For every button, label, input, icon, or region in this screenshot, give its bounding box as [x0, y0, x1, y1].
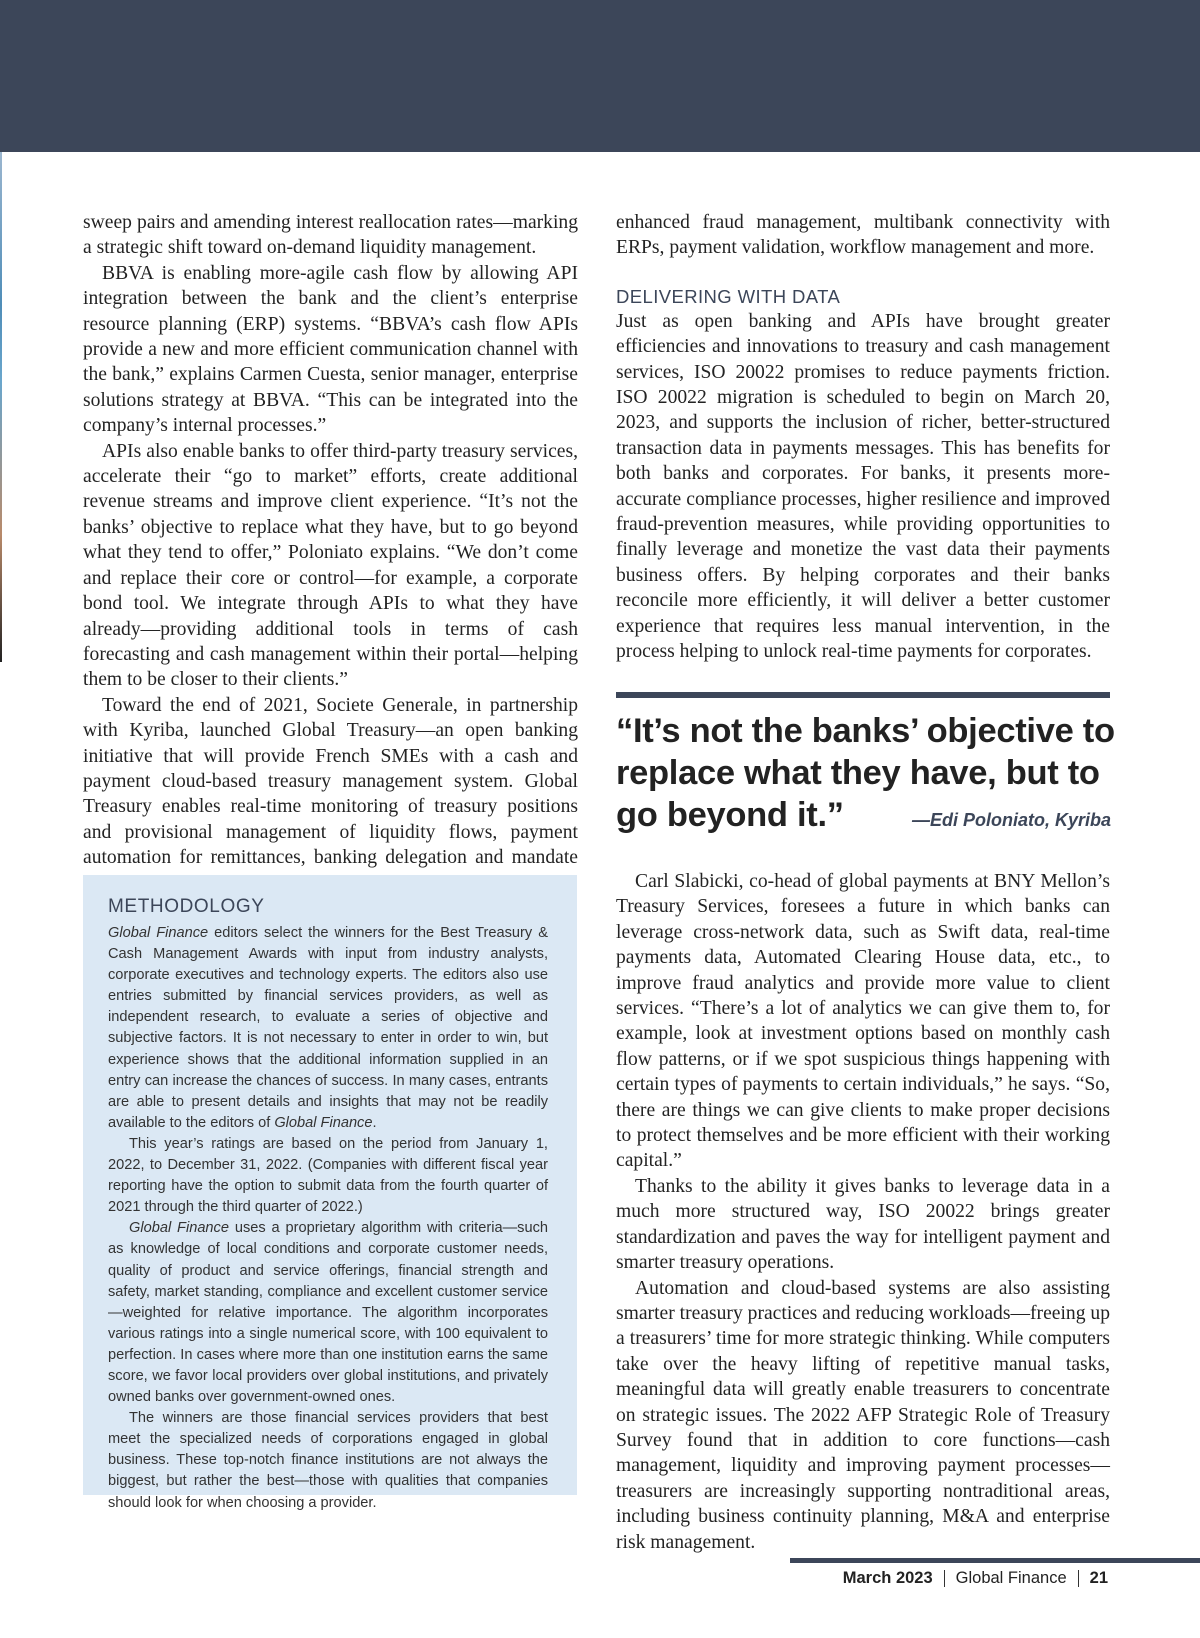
- publication-name: Global Finance: [274, 1114, 373, 1131]
- article-paragraph: Just as open banking and APIs have brought greater efficiencies and innovations to treasury and cash management services, ISO 20022 promises to reduce payments friction. ISO 20022 migration is scheduled to begin on March 20, 2023, and supports the inclusion of richer, better-structured transaction data in payments messages. This has benefits for both banks and corporates. For banks, it presents more-accurate compliance processes, higher resilience and improved fraud-prevention measures, while providing opportunities to finally leverage and monetize the vast data their payments business offers. By helping corporates and their banks reconcile more efficiently, it will deliver a better customer experience that requires less manual intervention, in the process helping to unlock real-time payments for corporates.: [616, 310, 1110, 663]
- footer-rule: [790, 1558, 1200, 1563]
- article-paragraph: sweep pairs and amending interest reallocation rates—marking a strategic shift toward on-demand liquidity management.: [83, 212, 578, 259]
- footer-separator: [1078, 1570, 1079, 1587]
- article-paragraph: Toward the end of 2021, Societe Generale, in partnership with Kyriba, launched Global Treasury—an open banking initiative that will provide French SMEs with a cash and payment cloud-based treasury management system. Global Treasury enables real-time monitoring of treasury positions and provisional management of liquidity flows, payment automation for remittances, banking delegation and mandate: [83, 694, 578, 869]
- methodology-box: [83, 875, 577, 1511]
- methodology-paragraph: [108, 923, 548, 1134]
- article-paragraph: Carl Slabicki, co-head of global payments at BNY Mellon’s Treasury Services, foresees a future in which banks can leverage cross-network data, such as Swift data, real-time payments data, Automated Clearing House data, etc., to improve fraud analytics and provide more value to client services. “There’s a lot of analytics we can give them to, for example, look at investment options based on monthly cash flow patterns, or if we spot suspicious things happening with certain types of payments to certain individuals,” he says. “So, there are things we can give clients to make proper decisions to protect themselves and be more efficient with their working capital.”: [616, 871, 1110, 1172]
- methodology-paragraph: The winners are those financial services providers that best meet the specialized needs of corporations engaged in global business. These top-notch finance institutions are not always the biggest, but rather the best—those with qualities that companies should look for when choosing a provider.: [108, 1410, 548, 1511]
- page-edge-strip: [0, 152, 2, 662]
- methodology-text: uses a proprietary algorithm with criteria—such as knowledge of local conditions and corporate customer needs, quality of product and service offerings, financial strength and safety, market standing, compliance and excellent customer service—weighted for relative importance. The algorithm incorporates various ratings into a single numerical score, with 100 equivalent to perfection. In cases where more than one institution earns the same score, we favor local providers over global institutions, and privately owned banks over government-owned ones.: [108, 1220, 548, 1406]
- methodology-paragraph: [108, 1218, 548, 1408]
- right-column-top: [616, 210, 1110, 665]
- publication-name: Global Finance: [108, 925, 209, 941]
- article-paragraph: Thanks to the ability it gives banks to leverage data in a much more structured way, ISO 20022 brings greater standardization and paves the way for intelligent payment and smarter treasury operations.: [616, 1175, 1110, 1274]
- article-paragraph: BBVA is enabling more-agile cash flow by allowing API integration between the bank and the client’s enterprise resource planning (ERP) systems. “BBVA’s cash flow APIs provide a new and more efficient communication channel with the bank,” explains Carmen Cuesta, senior manager, enterprise solutions strategy at BBVA. “This can be integrated into the company’s internal processes.”: [83, 262, 578, 437]
- footer-issue-date: March 2023: [842, 1569, 933, 1587]
- article-paragraph: enhanced fraud management, multibank connectivity with ERPs, payment validation, workflow management and more.: [616, 212, 1110, 259]
- section-heading: DELIVERING WITH DATA: [616, 285, 841, 307]
- page-number: 21: [1089, 1569, 1108, 1587]
- left-column: [83, 210, 578, 896]
- pull-quote-rule: [616, 692, 1110, 698]
- footer-separator: [944, 1570, 945, 1587]
- page-footer: [843, 1569, 1108, 1588]
- methodology-text: .: [372, 1114, 377, 1131]
- publication-name: Global Finance: [129, 1220, 229, 1237]
- pull-quote: “It’s not the banks’ objective to replace what they have, but to go beyond it.”: [616, 712, 1115, 834]
- footer-publication: Global Finance: [955, 1569, 1067, 1587]
- pull-quote-attribution: —Edi Poloniato, Kyriba: [911, 810, 1111, 830]
- article-paragraph: APIs also enable banks to offer third-party treasury services, accelerate their “go to market” efforts, create additional revenue streams and improve client experience. “It’s not the banks’ objective to replace what they have, but to go beyond what they tend to offer,” Poloniato explains. “We don’t come and replace their core or control—for example, a corporate bond tool. We integrate through APIs to what they have already—providing additional tools in terms of cash forecasting and cash management within their portal—helping them to be closer to their clients.”: [83, 440, 578, 691]
- header-banner: [0, 0, 1200, 152]
- methodology-title: METHODOLOGY: [108, 896, 265, 917]
- right-column-bottom: [616, 869, 1110, 1555]
- methodology-content: [108, 895, 548, 1514]
- article-paragraph: Automation and cloud-based systems are also assisting smarter treasury practices and reducing workloads—freeing up a treasurers’ time for more strategic thinking. While computers take over the heavy lifting of repetitive manual tasks, meaningful data will greatly enable treasurers to concentrate on strategic issues. The 2022 AFP Strategic Role of Treasury Survey found that in addition to core functions—cash management, liquidity and improving payment processes—treasurers are increasingly supporting nontraditional areas, including business continuity planning, M&A and enterprise risk management.: [616, 1277, 1111, 1553]
- methodology-paragraph: This year’s ratings are based on the period from January 1, 2022, to December 31, 2022. (Companies with different fiscal year reporting have the option to submit data from the fourth quarter of 2021 through the third quarter of 2022.): [108, 1135, 548, 1216]
- methodology-text: editors select the winners for the Best Treasury & Cash Management Awards with input from industry analysts, corporate executives and technology experts. The editors also use entries submitted by financial services providers, as well as independent research, to evaluate a series of objective and subjective factors. It is not necessary to enter in order to win, but experience shows that the additional information supplied in an entry can increase the chances of success. In many cases, entrants are able to present details and insights that may not be readily available to the editors of: [108, 925, 548, 1131]
